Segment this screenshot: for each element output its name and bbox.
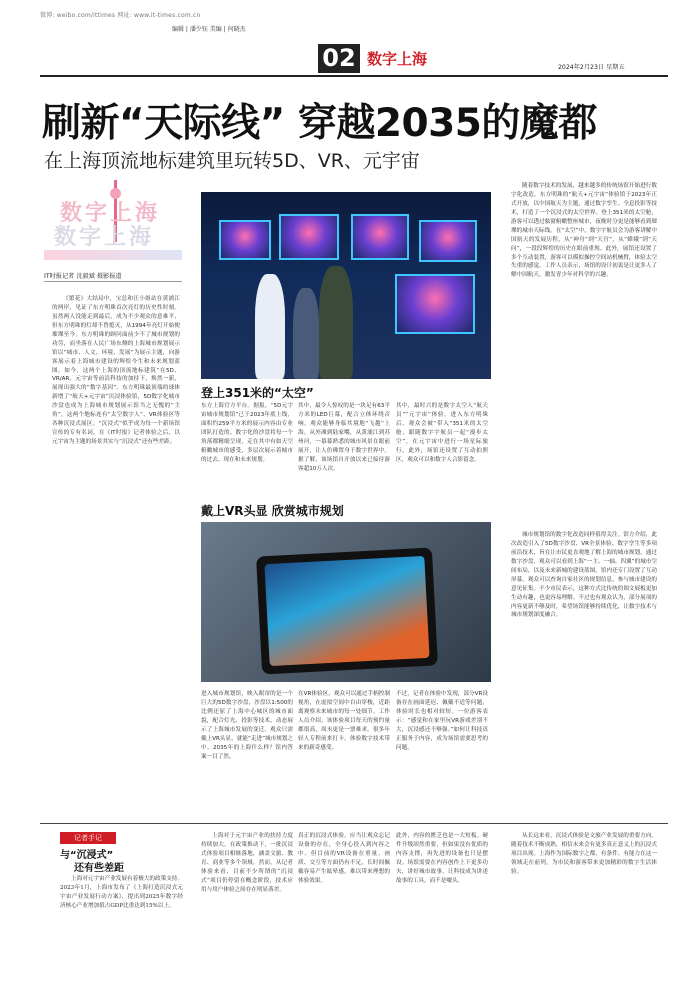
headline: 刷新“天际线” 穿越2035的魔都	[42, 101, 597, 146]
byline-rule	[44, 281, 182, 282]
section-logo	[44, 180, 182, 262]
article-column-2c: 其中，最时兴的是数字太空人“航天员”“元宇宙”体验。进入东方明珠后，观众会被“带入”351米的太空舱，跟随数字宇航员一起“漫步太空”，在元宇宙中进行一场星际旅行。此外，场馆还设置了互动拍照区，观众可以和数字人合影留念。	[396, 403, 488, 463]
article-right-column-2: 城市规划馆的数字化改造同样值得关注。馆方介绍，此次改造引入了5D数字沙盘、VR全景体验、数字孪生等多项前沿技术，旨在让市民更直观地了解上海的城市规划。通过数字沙盘，观众可以看到上海“一主、一轴、四翼”的城市空间布局，以及未来新城的建设蓝图。馆内还专门设置了互动屏幕，观众可以查询自家社区的规划信息，参与城市建设的意见征集。不少市民表示，这种方式比传统的图文展板更加生动有趣，也更容易理解。不过也有观众认为，部分展项的内容更新不够及时，希望场馆能够持续优化，让数字技术与城市规划深度融合。	[511, 532, 657, 619]
header-rule	[40, 75, 668, 77]
display-screen	[419, 220, 477, 262]
commentary-body: 上海对元宇宙产业发展有着极大的政策支持。2023年1月，上海市发布了《上海打造沉浸式元宇宙产业发展行动方案》，提出到2025年数字经济核心产业增加值占GDP比重达到15%以上。	[60, 876, 183, 909]
photo-vr-sandbox	[201, 522, 491, 682]
commentary-title-line-1: 与“沉浸式”	[60, 850, 114, 861]
logo-text: 数字上海	[60, 201, 161, 226]
article-column-3b: 在VR体验区，观众可以通过手柄控制视角，在虚拟空间中自由穿梭，近距离观察未来城市的每一处细节。工作人员介绍，该体验项目每天的预约量都很高，周末更是一票难求，很多年轻人专程前来打卡，体验数字技术带来的新奇感受。	[298, 691, 390, 751]
bottom-section-rule	[40, 823, 668, 824]
header-staff: 编辑 | 潘少钰 美编 | 何晓杰	[172, 26, 246, 33]
article-column-2b: 其中，最令人惊叹的是一块足有63平方米的LED巨幕，配合立体环绕音响，观众能够身临其境地“飞越”上海。从外滩到陆家嘴，从黄浦江到苏州河，一幕幕熟悉的城市风景在眼前展开，让人仿佛置身于数字世界中。据了解，该场馆自开放以来已接待游客超10万人次。	[298, 403, 390, 472]
display-screen	[219, 220, 271, 260]
display-screen	[279, 214, 339, 260]
commentary-column-3: 此外，内容的匮乏也是一大短板。硬件升级固然重要，但如果没有优质的内容支撑，再先进的设备也只是摆设。场馆需要在内容创作上下更多功夫，讲好城市故事，让科技成为讲述故事的工具，而不是噱头。	[396, 833, 488, 884]
article-column-1: 《繁花》大结局中，宝总和汪小姐站在黄浦江的两岸，见证了东方明珠首次亮灯的历史性时刻。虽然两人没能走到最后，成为不少观众的意难平，但东方明珠的灯却不曾熄灭，从1994年亮灯开始便璀璨至今。东方明珠的顾问面前少不了城市规划的功劳，而坐落在人民广场东侧的上海城市规划展示馆以“城市、人文、环境、发展”为展示主题，向游客展示着上海城市建设的辉煌今生和未来规划蓝图。如今，这两个上海的顶流地标建筑“在5D、VR/AR、元宇宙等前沿科技的加持下，焕然一新，展现出强大的“数字基因”。东方明珠最顶端的球体新增了“航天+元宇宙”沉浸体验馆，5D数字化城市沙盘也成为上海城市规划展示馆当之无愧的“主角”，这两个地标连有“太空数字人”、VR体验区等各种沉浸式展区。“沉浸式”似乎成为每一个新场馆宣传的专有名词，在《IT时报》记者体验之后，以元宇宙为主题的场景其实与“沉浸式”还有些差距。	[52, 296, 180, 445]
commentary-column-2: 真正的沉浸式体验，应当让观众忘记设备的存在，全身心投入到内容之中。但目前的VR设备在重量、画质、交互等方面仍有不足，长时间佩戴容易产生眩晕感，难以带来理想的体验效果。	[298, 833, 390, 884]
photo-caption-2: 戴上VR头显 欣赏城市规划	[201, 504, 344, 518]
tablet-screen	[264, 556, 429, 666]
display-screen	[351, 214, 409, 260]
commentary-title-line-2: 还有些差距	[74, 863, 124, 874]
visitor-figure	[319, 266, 353, 379]
commentary-tag: 记者手记	[60, 832, 116, 844]
header-web-info: 微博: weibo.com/ittimes 网址: www.it-times.com.cn	[40, 12, 201, 19]
article-column-2a: 东方上海官方平台。据报，“5D元宇宙城市规划馆”已于2023年底上线，面积约259平方米的展示内容由专业团队打造的。数字化的沙盘将每一个角落都精细呈现，走在其中有如天空俯瞰城市的感受，多层次展示着城市的过去、现在和未来规划。	[201, 403, 293, 463]
visitor-figure	[293, 288, 319, 379]
commentary-column-1: 上海对于元宇宙产业的扶持力度持续加大。在政策推动下，一批沉浸式体验项目相继落地，涵盖文旅、教育、商业等多个领域。然而，从记者体验来看，目前不少所谓的“沉浸式”项目仍停留在概念阶段，技术应用与用户体验之间存在明显落差。	[201, 833, 293, 893]
subheadline: 在上海顶流地标建筑里玩转5D、VR、元宇宙	[44, 150, 420, 172]
visitor-figure	[255, 274, 285, 379]
logo-band	[44, 250, 182, 260]
photo-caption-1: 登上351米的“太空”	[201, 386, 314, 400]
section-title: 数字上海	[367, 50, 428, 68]
page-number: 02	[318, 44, 360, 73]
photo-space-exhibit	[201, 192, 491, 379]
display-screen	[395, 274, 475, 334]
byline: IT时报记者 沈毅斌 摄影报道	[44, 273, 122, 280]
tablet-device	[256, 547, 438, 674]
issue-date: 2024年2月23日 星期五	[558, 64, 625, 71]
logo-text-shadow: 数字上海	[54, 225, 155, 250]
article-column-3a: 进入城市规划馆，映入眼帘的是一个巨大的5D数字沙盘，沙盘以1:500的比例还原了上海中心城区的城市面貌，配合灯光、投影等技术，动态展示了上海城市发展的变迁。观众只需戴上VR头显，就能“走进”城市规划之中。2035年的上海什么样？馆内答案一目了然。	[201, 691, 293, 760]
article-column-3c: 不过，记者在体验中发现，部分VR设备存在画面延迟、佩戴不适等问题，体验时长也相对较短。一位游客表示：“感觉和在家里玩VR游戏差别不大，沉浸感还不够强。”如何让科技真正服务于内容，成为场馆需要思考的问题。	[396, 691, 488, 751]
article-right-column-1: 随着数字技术的发展，越来越多的传统场馆开始进行数字化改造。东方明珠的“航天+元宇宙”体验馆于2023年正式开放，以中国航天为主题，通过数字孪生、全息投影等技术，打造了一个沉浸式的太空世界。登上351米的太空舱，游客可以透过舷窗俯瞰整座城市，夜晚时分更是能够看到璀璨的城市天际线。在“太空”中，数字宇航员会为游客讲解中国航天的发展历程，从“神舟”到“天宫”，从“嫦娥”到“天问”，一段段辉煌的历史在眼前重现。此外，展馆还设置了多个互动装置，游客可以模拟操控空间站机械臂，体验太空失重的感觉。工作人员表示，场馆的设计初衷是让更多人了解中国航天，激发青少年对科学的兴趣。	[511, 183, 657, 279]
commentary-column-4: 从长远来看，沉浸式体验是文旅产业发展的重要方向。随着技术不断成熟，相信未来会有更多真正意义上的沉浸式项目出现。上海作为国际数字之都，有条件、有能力在这一领域走在前列，为市民和游客带来更加精彩的数字生活体验。	[511, 833, 657, 875]
